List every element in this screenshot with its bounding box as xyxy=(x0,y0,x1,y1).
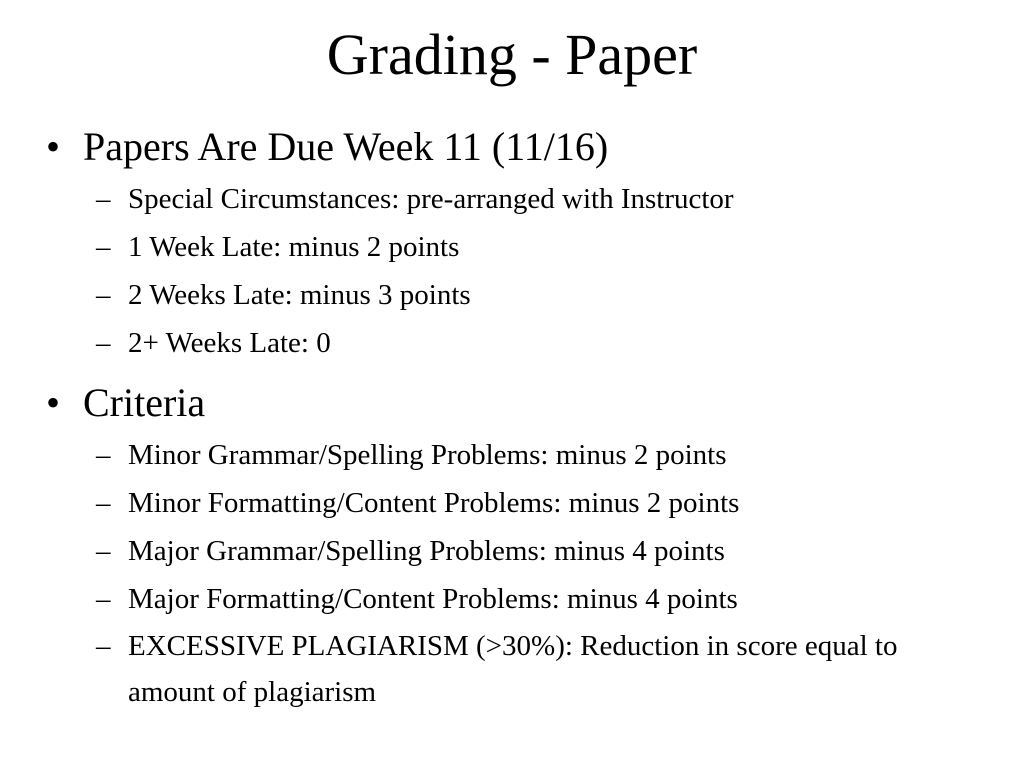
list-item xyxy=(46,479,986,527)
bullet-label: Papers Are Due Week 11 (11/16) xyxy=(83,124,609,169)
slide-title: Grading - Paper xyxy=(326,22,698,87)
list-item-text: EXCESSIVE PLAGIARISM (>30%): Reduction in score equal to amount of plagiarism xyxy=(128,630,898,708)
list-item xyxy=(46,431,986,479)
list-item-text: Major Formatting/Content Problems: minus 4 points xyxy=(128,583,738,615)
list-item-text: 2+ Weeks Late: 0 xyxy=(128,327,331,359)
dash-marker: – xyxy=(96,630,111,662)
list-item xyxy=(46,319,986,367)
list-item xyxy=(46,175,986,223)
bullet-due-dates xyxy=(46,123,986,171)
list-item xyxy=(46,223,986,271)
criteria-list xyxy=(46,431,986,715)
dash-marker: – xyxy=(96,327,111,359)
dash-marker: – xyxy=(96,487,111,519)
dash-marker: – xyxy=(96,439,111,471)
bullet-marker: • xyxy=(46,380,61,425)
dash-marker: – xyxy=(96,535,111,567)
slide-content xyxy=(46,123,986,727)
list-item-text: Special Circumstances: pre-arranged with Instructor xyxy=(128,183,734,215)
list-item-text: Minor Formatting/Content Problems: minus 2 points xyxy=(128,487,740,519)
dash-marker: – xyxy=(96,231,111,263)
list-item xyxy=(46,271,986,319)
list-item-text: Minor Grammar/Spelling Problems: minus 2 points xyxy=(128,439,727,471)
list-item xyxy=(46,575,986,623)
dash-marker: – xyxy=(96,279,111,311)
list-item xyxy=(46,527,986,575)
bullet-label: Criteria xyxy=(83,380,206,425)
dash-marker: – xyxy=(96,583,111,615)
dash-marker: – xyxy=(96,183,111,215)
list-item-text: 1 Week Late: minus 2 points xyxy=(128,231,460,263)
bullet-marker: • xyxy=(46,124,61,169)
due-dates-list xyxy=(46,175,986,367)
bullet-criteria xyxy=(46,379,986,427)
list-item-text: Major Grammar/Spelling Problems: minus 4 points xyxy=(128,535,725,567)
list-item-text: 2 Weeks Late: minus 3 points xyxy=(128,279,471,311)
list-item xyxy=(46,623,928,715)
